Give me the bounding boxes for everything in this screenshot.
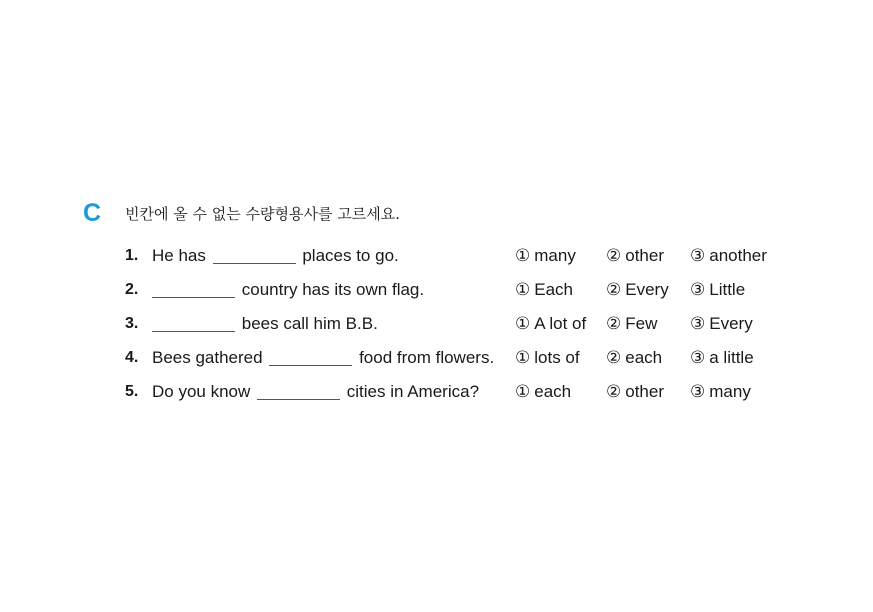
option-marker: ② [606, 382, 622, 402]
option-2[interactable] [606, 380, 664, 404]
option-label: many [534, 246, 576, 265]
question-text [152, 346, 494, 370]
instruction-text: 빈칸에 올 수 없는 수량형용사를 고르세요. [125, 205, 400, 223]
answer-blank[interactable] [152, 313, 235, 332]
option-3[interactable] [690, 346, 754, 370]
answer-blank[interactable] [152, 279, 235, 298]
option-label: lots of [534, 348, 580, 367]
option-marker: ① [515, 314, 531, 334]
option-1[interactable] [515, 278, 573, 302]
section-letter: C [83, 199, 102, 227]
option-label: other [625, 246, 664, 265]
question-row [0, 244, 873, 268]
option-3[interactable] [690, 380, 751, 404]
option-marker: ③ [690, 314, 706, 334]
question-text-after: country has its own flag. [241, 280, 425, 299]
option-marker: ① [515, 382, 531, 402]
question-text-before: Bees gathered [152, 348, 263, 367]
question-row [0, 380, 873, 404]
option-marker: ③ [690, 348, 706, 368]
option-marker: ② [606, 314, 622, 334]
option-1[interactable] [515, 346, 580, 370]
option-label: other [625, 382, 664, 401]
option-1[interactable] [515, 312, 586, 336]
option-label: many [709, 382, 751, 401]
question-text [152, 312, 378, 336]
option-1[interactable] [515, 380, 571, 404]
option-marker: ① [515, 246, 531, 266]
option-marker: ① [515, 280, 531, 300]
option-marker: ② [606, 280, 622, 300]
question-row [0, 278, 873, 302]
question-text-after: cities in America? [346, 382, 480, 401]
option-label: A lot of [534, 314, 587, 333]
question-row [0, 346, 873, 370]
option-marker: ① [515, 348, 531, 368]
option-label: Every [709, 314, 753, 333]
question-row [0, 312, 873, 336]
question-number: 3. [125, 315, 139, 332]
option-label: Few [625, 314, 658, 333]
option-label: each [625, 348, 663, 367]
option-2[interactable] [606, 244, 664, 268]
answer-blank[interactable] [213, 245, 296, 264]
answer-blank[interactable] [269, 347, 352, 366]
question-text-before: He has [152, 246, 206, 265]
question-number: 1. [125, 247, 139, 264]
question-number: 5. [125, 383, 139, 400]
option-3[interactable] [690, 312, 753, 336]
question-text-before: Do you know [152, 382, 251, 401]
option-marker: ② [606, 246, 622, 266]
option-label: Each [534, 280, 573, 299]
option-marker: ② [606, 348, 622, 368]
option-marker: ③ [690, 382, 706, 402]
question-text [152, 278, 424, 302]
option-label: another [709, 246, 767, 265]
question-text-after: places to go. [302, 246, 399, 265]
option-1[interactable] [515, 244, 576, 268]
question-number: 2. [125, 281, 139, 298]
question-text-after: food from flowers. [359, 348, 495, 367]
question-text [152, 380, 479, 404]
option-marker: ③ [690, 246, 706, 266]
option-label: Every [625, 280, 669, 299]
question-text-after: bees call him B.B. [241, 314, 378, 333]
option-label: Little [709, 280, 746, 299]
option-label: each [534, 382, 572, 401]
option-3[interactable] [690, 278, 745, 302]
option-2[interactable] [606, 346, 662, 370]
question-number: 4. [125, 349, 139, 366]
option-label: a little [709, 348, 754, 367]
answer-blank[interactable] [257, 381, 340, 400]
question-text [152, 244, 399, 268]
option-marker: ③ [690, 280, 706, 300]
option-3[interactable] [690, 244, 767, 268]
option-2[interactable] [606, 312, 657, 336]
option-2[interactable] [606, 278, 669, 302]
